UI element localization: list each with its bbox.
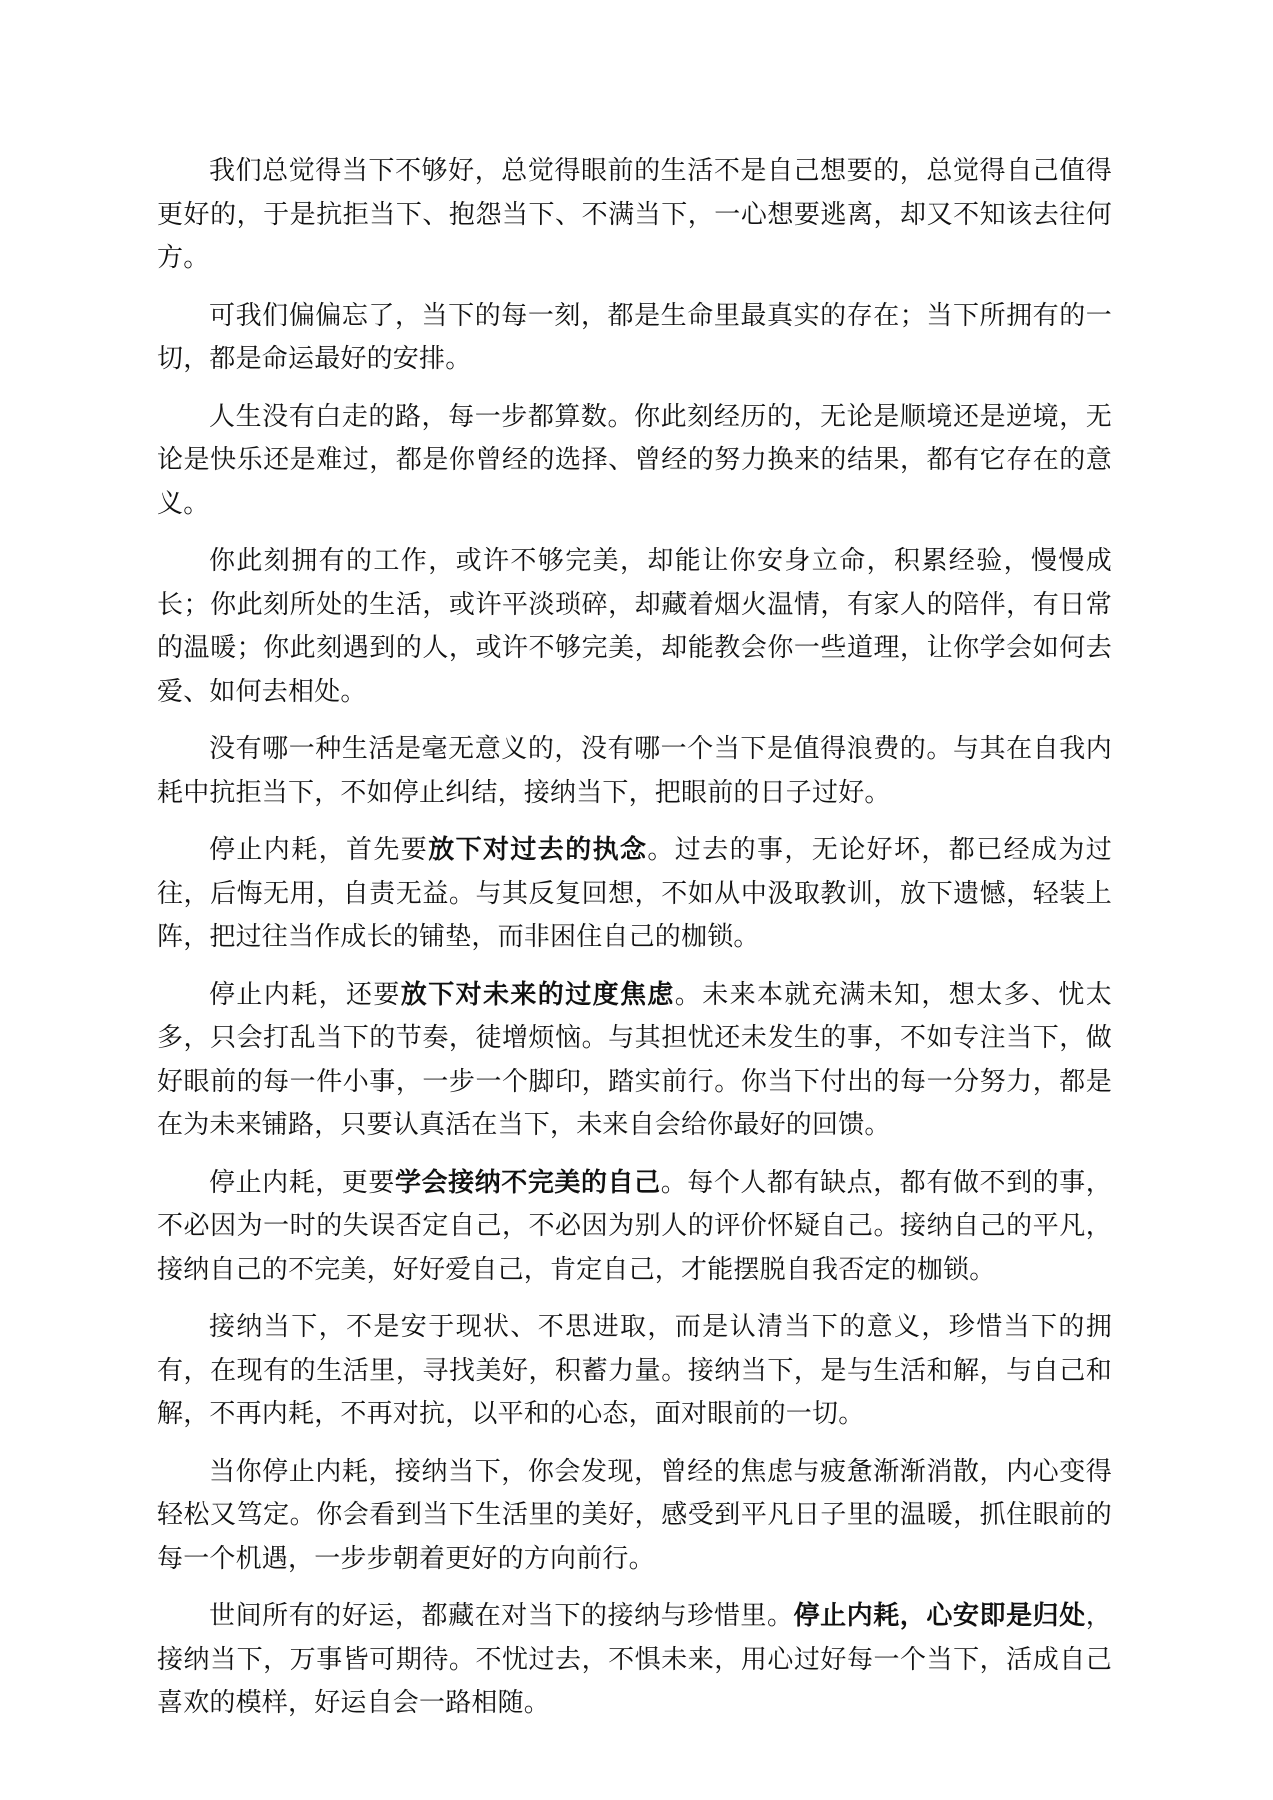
paragraph [157, 1595, 1112, 1726]
paragraph [157, 396, 1112, 527]
text-run: 我们总觉得当下不够好，总觉得眼前的生活不是自己想要的，总觉得自己值得更好的，于是抗拒当下、抱怨当下、不满当下，一心想要逃离，却又不知该去往何方。 [157, 156, 1112, 273]
text-run: 可我们偏偏忘了，当下的每一刻，都是生命里最真实的存在；当下所拥有的一切，都是命运最好的安排。 [157, 300, 1112, 374]
bold-phrase: 停止内耗，心安即是归处 [793, 1601, 1086, 1631]
text-run: 没有哪一种生活是毫无意义的，没有哪一个当下是值得浪费的。与其在自我内耗中抗拒当下，不如停止纠结，接纳当下，把眼前的日子过好。 [157, 734, 1112, 808]
paragraph [157, 728, 1112, 815]
text-run: 。过去的事，无论好坏，都已经成为过往，后悔无用，自责无益。与其反复回想，不如从中汲取教训，放下遗憾，轻装上阵，把过往当作成长的铺垫，而非困住自己的枷锁。 [157, 835, 1112, 952]
text-run: 接纳当下，不是安于现状、不思进取，而是认清当下的意义，珍惜当下的拥有，在现有的生活里，寻找美好，积蓄力量。接纳当下，是与生活和解，与自己和解，不再内耗，不再对抗，以平和的心态，面对眼前的一切。 [157, 1312, 1112, 1429]
text-run: 世间所有的好运，都藏在对当下的接纳与珍惜里。 [209, 1601, 794, 1631]
paragraph [157, 295, 1112, 382]
paragraph [157, 1451, 1112, 1582]
text-run: 当你停止内耗，接纳当下，你会发现，曾经的焦虑与疲惫渐渐消散，内心变得轻松又笃定。你会看到当下生活里的美好，感受到平凡日子里的温暖，抓住眼前的每一个机遇，一步步朝着更好的方向前行。 [157, 1456, 1112, 1574]
text-run: ，接纳当下，万事皆可期待。不忧过去，不惧未来，用心过好每一个当下，活成自己喜欢的模样，好运自会一路相随。 [157, 1601, 1112, 1718]
bold-phrase: 放下对未来的过度焦虑 [400, 979, 675, 1010]
bold-phrase: 放下对过去的执念 [428, 835, 648, 865]
text-run: 人生没有白走的路，每一步都算数。你此刻经历的，无论是顺境还是逆境，无论是快乐还是难过，都是你曾经的选择、曾经的努力换来的结果，都有它存在的意义。 [157, 401, 1112, 519]
paragraph [157, 974, 1112, 1148]
text-run: 你此刻拥有的工作，或许不够完美，却能让你安身立命，积累经验，慢慢成长；你此刻所处的生活，或许平淡琐碎，却藏着烟火温情，有家人的陪伴，有日常的温暖；你此刻遇到的人，或许不够完美，却能教会你一些道理，让你学会如何去爱、如何去相处。 [157, 546, 1112, 707]
text-run: 停止内耗，还要 [209, 979, 401, 1010]
paragraph [157, 540, 1112, 714]
text-run: 停止内耗，更要 [209, 1167, 395, 1198]
paragraph [157, 150, 1112, 281]
paragraph [157, 1162, 1112, 1293]
text-run: 。每个人都有缺点，都有做不到的事，不必因为一时的失误否定自己，不必因为别人的评价怀疑自己。接纳自己的平凡，接纳自己的不完美，好好爱自己，肯定自己，才能摆脱自我否定的枷锁。 [157, 1167, 1112, 1285]
paragraph [157, 829, 1112, 960]
paragraph [157, 1306, 1112, 1437]
bold-phrase: 学会接纳不完美的自己 [394, 1167, 661, 1198]
text-run: 。未来本就充满未知，想太多、忧太多，只会打乱当下的节奏，徒增烦恼。与其担忧还未发生的事，不如专注当下，做好眼前的每一件小事，一步一个脚印，踏实前行。你当下付出的每一分努力，都是在为未来铺路，只要认真活在当下，未来自会给你最好的回馈。 [157, 979, 1112, 1140]
article-body [157, 150, 1112, 1740]
text-run: 停止内耗，首先要 [209, 835, 429, 865]
